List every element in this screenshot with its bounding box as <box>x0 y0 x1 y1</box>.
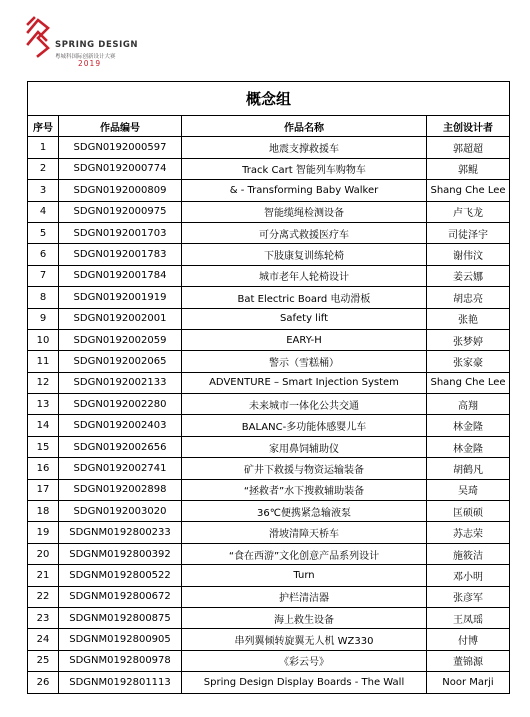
cell-index: 22 <box>28 586 59 607</box>
cell-designer: 董锦源 <box>427 650 510 671</box>
cell-id: SDGN0192002059 <box>59 329 182 350</box>
cell-designer: 匡硕硕 <box>427 501 510 522</box>
table-row <box>28 351 510 372</box>
cell-index: 3 <box>28 180 59 201</box>
cell-index: 2 <box>28 158 59 179</box>
table-row <box>28 201 510 222</box>
cell-id: SDGN0192003020 <box>59 501 182 522</box>
spring-design-logo-icon <box>24 14 54 58</box>
table-row <box>28 180 510 201</box>
cell-id: SDGNM0192800522 <box>59 565 182 586</box>
cell-id: SDGN0192002001 <box>59 308 182 329</box>
cell-designer: 张家豪 <box>427 351 510 372</box>
cell-designer: 高翔 <box>427 394 510 415</box>
cell-name: 矿井下救援与物资运输装备 <box>182 458 427 479</box>
cell-designer: 施筱洁 <box>427 543 510 564</box>
cell-designer: 张梦婷 <box>427 329 510 350</box>
cell-index: 8 <box>28 287 59 308</box>
cell-id: SDGN0192002403 <box>59 415 182 436</box>
cell-index: 4 <box>28 201 59 222</box>
cell-name: 智能缆绳检测设备 <box>182 201 427 222</box>
cell-name: Track Cart 智能列车购物车 <box>182 158 427 179</box>
cell-name: 家用鼻饲辅助仪 <box>182 436 427 457</box>
table-row <box>28 501 510 522</box>
table-row <box>28 436 510 457</box>
cell-name: 地震支撑救援车 <box>182 137 427 158</box>
table-row <box>28 287 510 308</box>
cell-index: 9 <box>28 308 59 329</box>
spring-design-logo <box>24 14 164 70</box>
cell-id: SDGN0192000809 <box>59 180 182 201</box>
cell-id: SDGNM0192800233 <box>59 522 182 543</box>
table-row <box>28 158 510 179</box>
results-table <box>27 81 510 694</box>
cell-id: SDGNM0192800875 <box>59 607 182 628</box>
cell-name: “拯救者”水下搜救辅助装备 <box>182 479 427 500</box>
cell-id: SDGN0192001784 <box>59 265 182 286</box>
cell-designer: 林金隆 <box>427 436 510 457</box>
table-row <box>28 586 510 607</box>
cell-designer: 郭超超 <box>427 137 510 158</box>
cell-id: SDGN0192002898 <box>59 479 182 500</box>
table-row <box>28 565 510 586</box>
cell-id: SDGN0192000774 <box>59 158 182 179</box>
table-row <box>28 629 510 650</box>
cell-designer: Shang Che Lee <box>427 372 510 393</box>
table-row <box>28 244 510 265</box>
cell-designer: 王凤瑶 <box>427 607 510 628</box>
cell-index: 5 <box>28 222 59 243</box>
cell-index: 18 <box>28 501 59 522</box>
cell-name: 滑坡清障天桥车 <box>182 522 427 543</box>
table-row <box>28 222 510 243</box>
cell-id: SDGNM0192800672 <box>59 586 182 607</box>
cell-name: & - Transforming Baby Walker <box>182 180 427 201</box>
cell-name: 36℃便携紧急输液泵 <box>182 501 427 522</box>
table-row <box>28 265 510 286</box>
cell-designer: Noor Marji <box>427 672 510 693</box>
cell-index: 24 <box>28 629 59 650</box>
cell-id: SDGNM0192800978 <box>59 650 182 671</box>
cell-name: 可分离式救援医疗车 <box>182 222 427 243</box>
cell-id: SDGN0192000975 <box>59 201 182 222</box>
cell-designer: 张彦军 <box>427 586 510 607</box>
table-row <box>28 415 510 436</box>
table-title: 概念组 <box>28 82 510 116</box>
cell-id: SDGNM0192801113 <box>59 672 182 693</box>
table-row <box>28 308 510 329</box>
logo-title: SPRING DESIGN <box>55 40 139 50</box>
table-row <box>28 672 510 693</box>
cell-name: BALANC-多功能体感婴儿车 <box>182 415 427 436</box>
cell-index: 21 <box>28 565 59 586</box>
table-row <box>28 394 510 415</box>
cell-name: ADVENTURE – Smart Injection System <box>182 372 427 393</box>
cell-index: 7 <box>28 265 59 286</box>
cell-name: Bat Electric Board 电动滑板 <box>182 287 427 308</box>
cell-id: SDGN0192001703 <box>59 222 182 243</box>
cell-name: 《彩云号》 <box>182 650 427 671</box>
cell-index: 16 <box>28 458 59 479</box>
cell-name: 警示（雪糕桶） <box>182 351 427 372</box>
cell-designer: 苏志荣 <box>427 522 510 543</box>
table-row <box>28 372 510 393</box>
cell-index: 19 <box>28 522 59 543</box>
cell-designer: 谢伟汶 <box>427 244 510 265</box>
cell-name: 下肢康复训练轮椅 <box>182 244 427 265</box>
cell-index: 10 <box>28 329 59 350</box>
cell-id: SDGN0192002280 <box>59 394 182 415</box>
logo-year: 2019 <box>78 59 102 68</box>
cell-designer: 姜云娜 <box>427 265 510 286</box>
table-row <box>28 543 510 564</box>
cell-index: 11 <box>28 351 59 372</box>
table-row <box>28 650 510 671</box>
cell-index: 6 <box>28 244 59 265</box>
cell-index: 25 <box>28 650 59 671</box>
cell-designer: 卢飞龙 <box>427 201 510 222</box>
cell-index: 17 <box>28 479 59 500</box>
column-header-id: 作品编号 <box>59 116 182 137</box>
cell-designer: 邓小明 <box>427 565 510 586</box>
cell-designer: 胡鹤凡 <box>427 458 510 479</box>
cell-name: Turn <box>182 565 427 586</box>
cell-id: SDGNM0192800905 <box>59 629 182 650</box>
cell-name: 海上救生设备 <box>182 607 427 628</box>
cell-designer: 张艳 <box>427 308 510 329</box>
column-header-index: 序号 <box>28 116 59 137</box>
table-row <box>28 329 510 350</box>
cell-index: 12 <box>28 372 59 393</box>
cell-name: “食在西游”文化创意产品系列设计 <box>182 543 427 564</box>
cell-name: 串列翼倾转旋翼无人机 WZ330 <box>182 629 427 650</box>
column-header-designer: 主创设计者 <box>427 116 510 137</box>
cell-id: SDGN0192001919 <box>59 287 182 308</box>
cell-designer: 郭鲲 <box>427 158 510 179</box>
cell-id: SDGN0192002065 <box>59 351 182 372</box>
cell-name: 护栏清洁器 <box>182 586 427 607</box>
cell-id: SDGN0192002656 <box>59 436 182 457</box>
cell-designer: 胡忠亮 <box>427 287 510 308</box>
cell-id: SDGNM0192800392 <box>59 543 182 564</box>
cell-designer: 付博 <box>427 629 510 650</box>
cell-index: 23 <box>28 607 59 628</box>
cell-id: SDGN0192001783 <box>59 244 182 265</box>
table-row <box>28 607 510 628</box>
cell-index: 14 <box>28 415 59 436</box>
cell-designer: 林金隆 <box>427 415 510 436</box>
cell-name: EARY-H <box>182 329 427 350</box>
table-row <box>28 137 510 158</box>
cell-designer: Shang Che Lee <box>427 180 510 201</box>
table-row <box>28 458 510 479</box>
cell-id: SDGN0192002133 <box>59 372 182 393</box>
logo-subtitle: 粤城科国际创新设计大赛 <box>55 54 116 60</box>
cell-name: Spring Design Display Boards - The Wall <box>182 672 427 693</box>
header-row <box>28 116 510 137</box>
cell-name: 城市老年人轮椅设计 <box>182 265 427 286</box>
cell-name: 未来城市一体化公共交通 <box>182 394 427 415</box>
cell-index: 20 <box>28 543 59 564</box>
table-row <box>28 522 510 543</box>
cell-name: Safety lift <box>182 308 427 329</box>
cell-index: 1 <box>28 137 59 158</box>
cell-index: 26 <box>28 672 59 693</box>
table-row <box>28 479 510 500</box>
cell-index: 13 <box>28 394 59 415</box>
cell-index: 15 <box>28 436 59 457</box>
column-header-name: 作品名称 <box>182 116 427 137</box>
cell-id: SDGN0192002741 <box>59 458 182 479</box>
cell-designer: 吴琦 <box>427 479 510 500</box>
cell-designer: 司徒泽宇 <box>427 222 510 243</box>
table-body <box>28 137 510 693</box>
cell-id: SDGN0192000597 <box>59 137 182 158</box>
